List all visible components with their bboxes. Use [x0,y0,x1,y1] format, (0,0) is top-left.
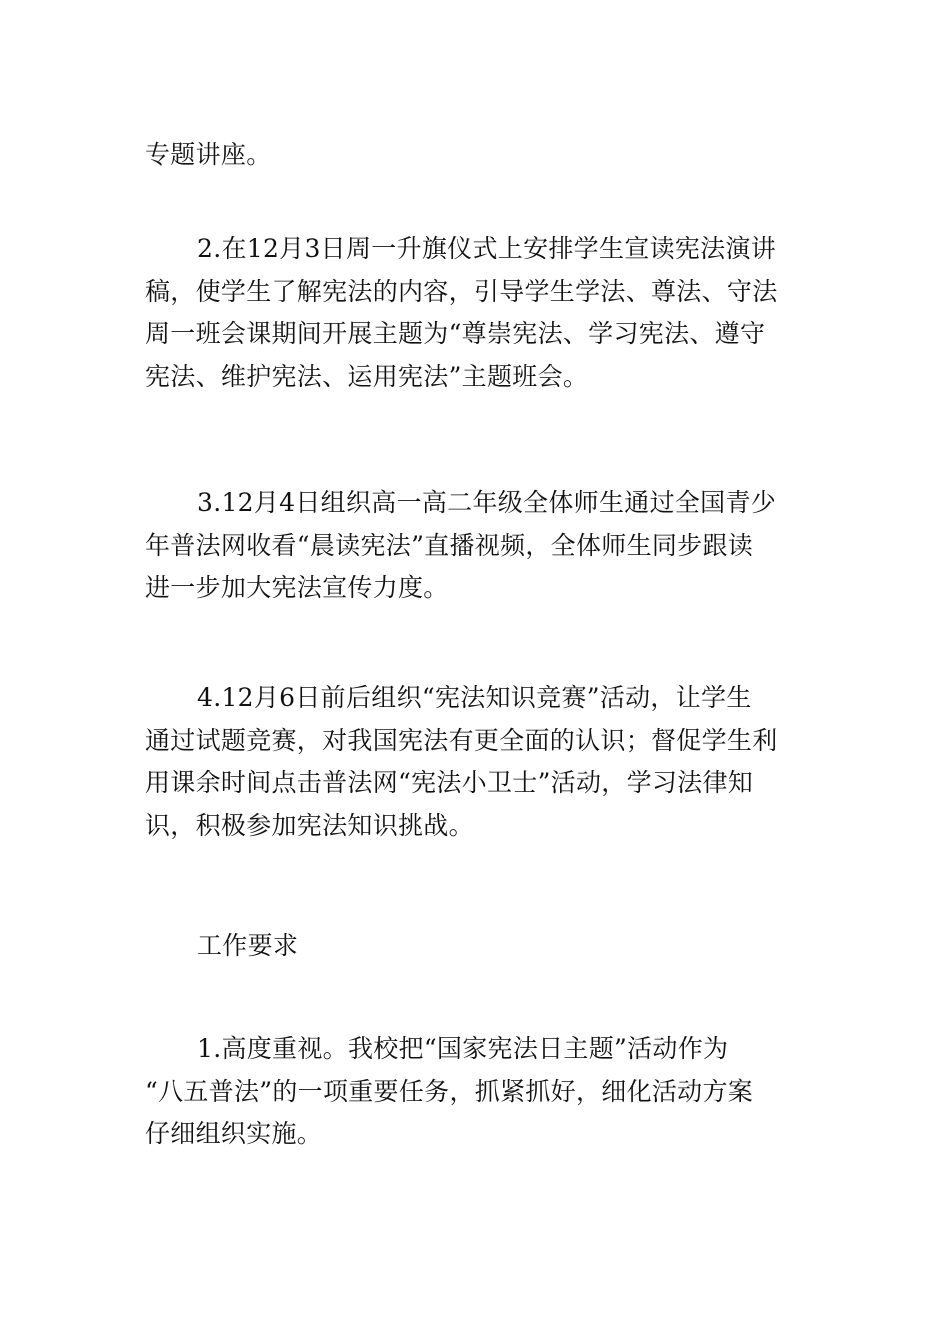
section-heading-work-requirements [145,925,815,968]
paragraph-item-4 [145,677,815,847]
text-line: 稿，使学生了解宪法的内容，引导学生学法、尊法、守法 [145,276,778,306]
text-line: 3.12月4日组织高一高二年级全体师生通过全国青少 [197,488,777,517]
paragraph-item-2 [145,228,815,398]
text-line: 工作要求 [197,931,299,960]
paragraph-requirement-1 [145,1028,815,1156]
text-line: 识，积极参加宪法知识挑战。 [145,810,474,840]
text-line: 4.12月6日前后组织“宪法知识竞赛”活动，让学生 [197,683,752,712]
text-line: 周一班会课期间开展主题为“尊崇宪法、学习宪法、遵守 [145,319,766,348]
paragraph-item-3 [145,482,815,610]
text-line: “八五普法”的一项重要任务，抓紧抓好，细化活动方案 [145,1076,754,1106]
text-line: 专题讲座。 [145,140,272,169]
text-line: 宪法、维护宪法、运用宪法”主题班会。 [145,361,589,391]
paragraph-intro-end [145,134,815,177]
text-line: 用课余时间点击普法网“宪法小卫士”活动，学习法律知 [145,768,754,797]
text-line: 年普法网收看“晨读宪法”直播视频，全体师生同步跟读 [145,530,754,560]
text-line: 仔细组织实施。 [145,1119,323,1148]
text-line: 1.高度重视。我校把“国家宪法日主题”活动作为 [197,1034,729,1063]
text-line: 通过试题竞赛，对我国宪法有更全面的认识；督促学生利 [145,725,778,755]
text-line: 进一步加大宪法宣传力度。 [145,573,449,602]
text-line: 2.在12月3日周一升旗仪式上安排学生宣读宪法演讲 [197,234,777,263]
